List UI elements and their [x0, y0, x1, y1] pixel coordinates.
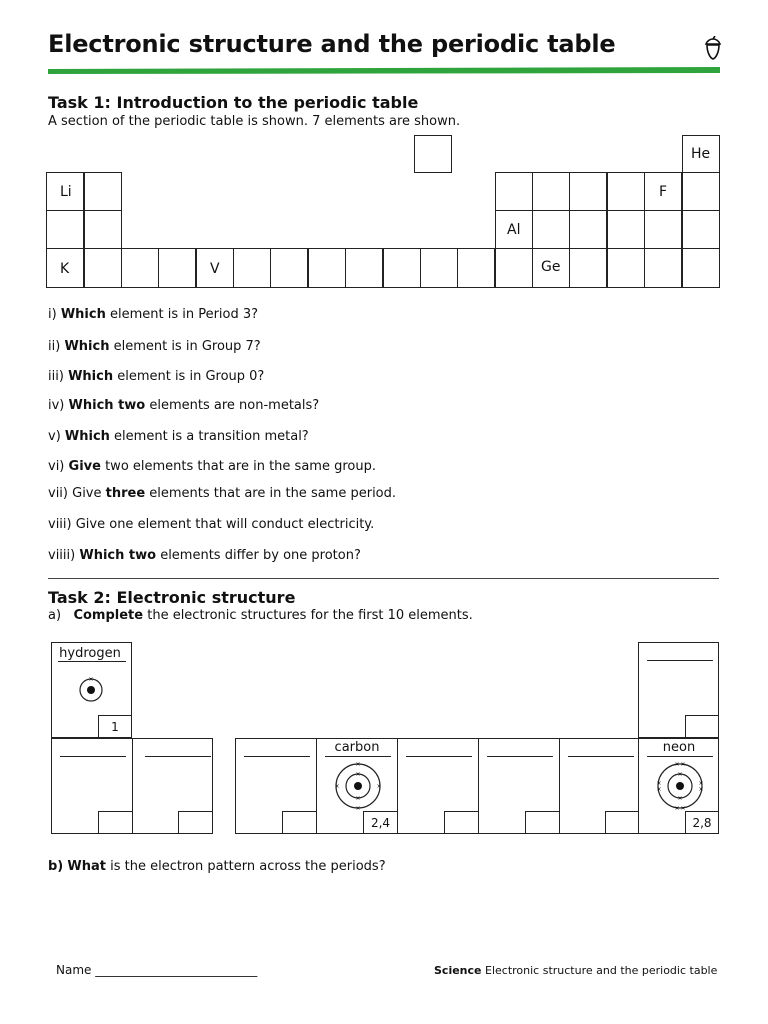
- svg-text:×: ×: [674, 761, 680, 768]
- name-underline: [244, 756, 310, 757]
- svg-text:×: ×: [656, 780, 662, 787]
- table-cell-empty: [308, 248, 346, 288]
- page-title: Electronic structure and the periodic table: [48, 30, 616, 58]
- question-5: v) Which element is a transition metal?: [48, 429, 309, 444]
- task2-part-a: a) Complete the electronic structures for the first 10 elements.: [48, 608, 473, 623]
- question-7: vii) Give three elements that are in the same period.: [48, 486, 397, 501]
- element-box-blank: [559, 738, 639, 834]
- svg-text:×: ×: [677, 795, 683, 802]
- electron-config-box[interactable]: [178, 811, 213, 834]
- element-name: carbon: [334, 740, 380, 755]
- table-cell-empty: [532, 210, 570, 249]
- electron-config-box[interactable]: [444, 811, 479, 834]
- question-3: iii) Which element is in Group 0?: [48, 369, 265, 384]
- electron-config-box[interactable]: [685, 715, 719, 738]
- carbon-atom-diagram: [330, 761, 386, 811]
- svg-text:×: ×: [698, 786, 704, 793]
- table-cell-empty: [682, 248, 720, 288]
- title-underline-bar: [48, 66, 720, 75]
- element-box-blank: [638, 642, 719, 738]
- electron-config-box[interactable]: [98, 811, 133, 834]
- element-box-blank: [235, 738, 317, 834]
- task2-part-b: b) What is the electron pattern across the periods?: [48, 859, 386, 874]
- table-cell-empty: [270, 248, 308, 288]
- svg-text:×: ×: [355, 761, 361, 768]
- table-cell-empty: [569, 210, 607, 249]
- table-cell-empty: [607, 210, 645, 249]
- table-cell-empty: [644, 248, 682, 288]
- section-divider: [48, 578, 719, 579]
- element-symbol: V: [210, 261, 220, 277]
- element-name: hydrogen: [59, 646, 121, 661]
- element-symbol: Ge: [541, 259, 561, 275]
- table-cell-empty: [569, 248, 607, 288]
- question-8: viii) Give one element that will conduct electricity.: [48, 517, 375, 532]
- table-cell-empty: [644, 210, 682, 249]
- hydrogen-atom-diagram: [76, 675, 106, 705]
- neon-atom-diagram: [652, 761, 708, 811]
- svg-text:×: ×: [88, 676, 94, 683]
- question-6: vi) Give two elements that are in the same group.: [48, 459, 376, 474]
- task1-heading: Task 1: Introduction to the periodic table: [48, 93, 419, 112]
- svg-text:×: ×: [680, 805, 686, 811]
- table-cell-empty: [420, 248, 458, 288]
- name-underline: [406, 756, 472, 757]
- table-cell-empty: [682, 172, 720, 211]
- element-symbol: Al: [507, 222, 521, 238]
- element-box-blank: [51, 738, 133, 834]
- table-cell-empty: [383, 248, 421, 288]
- table-cell-empty: [532, 172, 570, 211]
- table-cell-empty: [569, 172, 607, 211]
- electron-config-box[interactable]: [525, 811, 560, 834]
- svg-text:×: ×: [656, 786, 662, 793]
- question-4: iv) Which two elements are non-metals?: [48, 398, 320, 413]
- table-cell-empty: [158, 248, 196, 288]
- table-cell-empty: [121, 248, 159, 288]
- electron-config-box[interactable]: 2,8: [685, 811, 719, 834]
- element-cell-al: [495, 210, 533, 249]
- table-cell-empty: [84, 248, 122, 288]
- task2-heading: Task 2: Electronic structure: [48, 588, 296, 607]
- electron-config-box[interactable]: 2,4: [363, 811, 398, 834]
- table-cell-empty: [495, 172, 533, 211]
- element-box-hydrogen: [51, 642, 132, 738]
- element-cell-ge: [532, 248, 570, 288]
- table-cell-empty: [84, 210, 122, 249]
- element-box-blank: [397, 738, 479, 834]
- table-cell-empty: [457, 248, 495, 288]
- element-box-blank: [478, 738, 560, 834]
- element-box-blank: [132, 738, 213, 834]
- element-box-neon: [638, 738, 719, 834]
- name-underline: [145, 756, 211, 757]
- table-cell-empty: [233, 248, 271, 288]
- svg-text:×: ×: [698, 780, 704, 787]
- svg-text:×: ×: [334, 783, 340, 790]
- table-cell-empty: [495, 248, 533, 288]
- table-cell-empty: [607, 172, 645, 211]
- table-cell-empty: [414, 135, 452, 173]
- table-cell-empty: [46, 210, 84, 249]
- svg-text:×: ×: [674, 805, 680, 811]
- name-underline: [647, 756, 713, 757]
- svg-text:×: ×: [355, 805, 361, 811]
- svg-text:×: ×: [355, 795, 361, 802]
- name-underline: [487, 756, 553, 757]
- svg-text:×: ×: [376, 783, 382, 790]
- svg-text:×: ×: [355, 771, 361, 778]
- name-underline: [60, 756, 126, 757]
- element-symbol: He: [691, 146, 711, 162]
- name-underline: [568, 756, 634, 757]
- element-symbol: K: [60, 261, 70, 277]
- electron-config-box[interactable]: [282, 811, 317, 834]
- element-cell-li: [46, 172, 84, 211]
- element-symbol: F: [659, 184, 668, 200]
- element-cell-he: [682, 135, 720, 173]
- element-symbol: Li: [60, 184, 72, 200]
- electron-config-box[interactable]: [605, 811, 639, 834]
- element-cell-k: [46, 248, 84, 288]
- question-1: i) Which element is in Period 3?: [48, 307, 259, 322]
- svg-text:×: ×: [677, 771, 683, 778]
- element-cell-v: [196, 248, 234, 288]
- table-cell-empty: [84, 172, 122, 211]
- question-9: viiii) Which two elements differ by one proton?: [48, 548, 361, 563]
- acorn-icon: [702, 36, 724, 62]
- table-cell-empty: [607, 248, 645, 288]
- name-underline: [325, 756, 391, 757]
- name-underline: [58, 661, 126, 662]
- electron-config-box[interactable]: 1: [98, 715, 132, 738]
- name-field[interactable]: Name ___________________________: [56, 963, 258, 977]
- element-box-carbon: [316, 738, 398, 834]
- question-2: ii) Which element is in Group 7?: [48, 339, 261, 354]
- element-cell-f: [644, 172, 682, 211]
- svg-text:×: ×: [680, 761, 686, 768]
- task1-intro: A section of the periodic table is shown. 7 elements are shown.: [48, 114, 461, 129]
- element-name: neon: [662, 740, 696, 755]
- footer-doc-info: Science Electronic structure and the periodic table: [434, 964, 718, 977]
- name-underline: [647, 660, 713, 661]
- table-cell-empty: [345, 248, 383, 288]
- table-cell-empty: [682, 210, 720, 249]
